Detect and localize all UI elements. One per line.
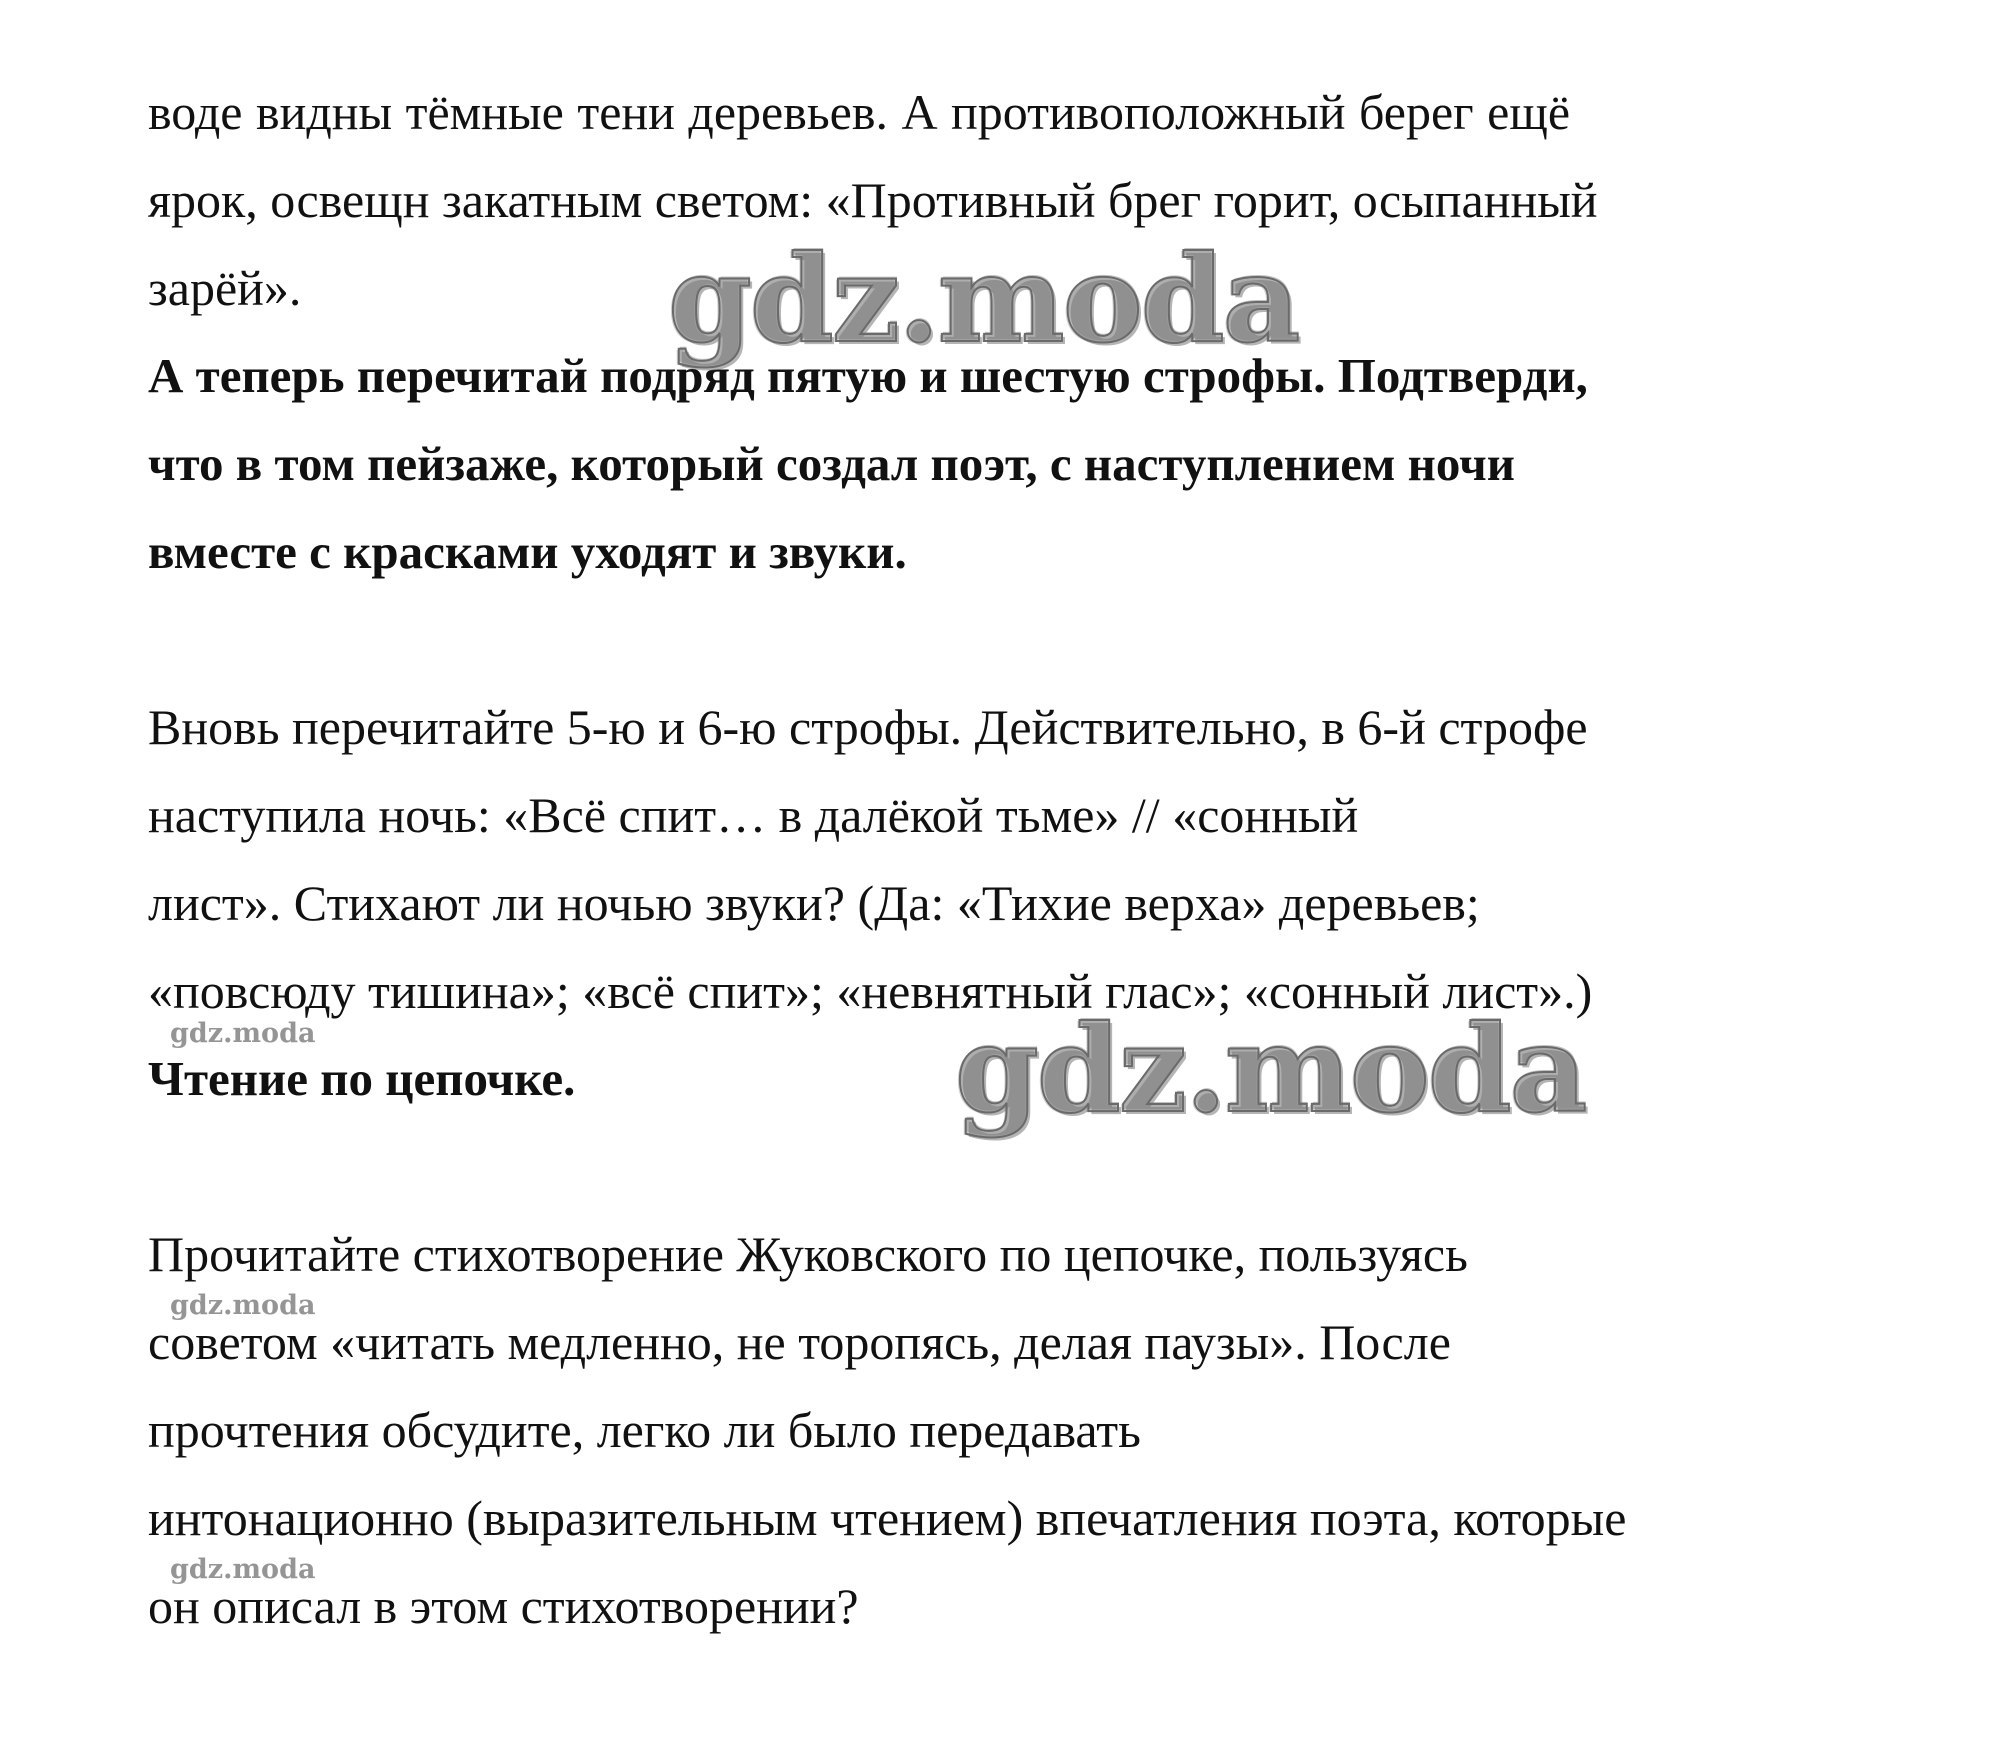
instruction-line-3: прочтения обсудите, легко ли было передавать <box>148 1402 1141 1458</box>
watermark-large: gdz.moda <box>955 999 1586 1140</box>
watermark-small: gdz.moda <box>170 1554 316 1585</box>
instruction-line-1: Прочитайте стихотворение Жуковского по цепочке, пользуясь <box>148 1226 1468 1282</box>
watermark-small: gdz.moda <box>170 1018 316 1049</box>
text-line-3: зарёй». <box>148 260 302 316</box>
watermark-small: gdz.moda <box>170 1290 316 1321</box>
answer-line-4: «повсюду тишина»; «всё спит»; «невнятный глас»; «сонный лист».) <box>148 963 1593 1019</box>
text-line-1: воде видны тёмные тени деревьев. А противоположный берег ещё <box>148 84 1571 140</box>
task-line-3: вместе с красками уходят и звуки. <box>148 524 907 579</box>
task-line-2: что в том пейзаже, который создал поэт, с наступлением ночи <box>148 436 1515 491</box>
task-line-1: А теперь перечитай подряд пятую и шестую строфы. Подтверди, <box>148 348 1588 403</box>
section-heading: Чтение по цепочке. <box>148 1051 576 1106</box>
instruction-line-4: интонационно (выразительным чтением) впечатления поэта, которые <box>148 1490 1627 1546</box>
instruction-line-2: советом «читать медленно, не торопясь, делая паузы». После <box>148 1314 1451 1370</box>
answer-line-1: Вновь перечитайте 5-ю и 6-ю строфы. Действительно, в 6-й строфе <box>148 699 1588 755</box>
watermark-large: gdz.moda <box>668 229 1299 370</box>
instruction-line-5: он описал в этом стихотворении? <box>148 1578 859 1634</box>
text-line-2: ярок, освещн закатным светом: «Противный брег горит, осыпанный <box>148 172 1598 228</box>
answer-line-3: лист». Стихают ли ночью звуки? (Да: «Тихие верха» деревьев; <box>148 875 1480 931</box>
answer-line-2: наступила ночь: «Всё спит… в далёкой тьме» // «сонный <box>148 787 1359 843</box>
